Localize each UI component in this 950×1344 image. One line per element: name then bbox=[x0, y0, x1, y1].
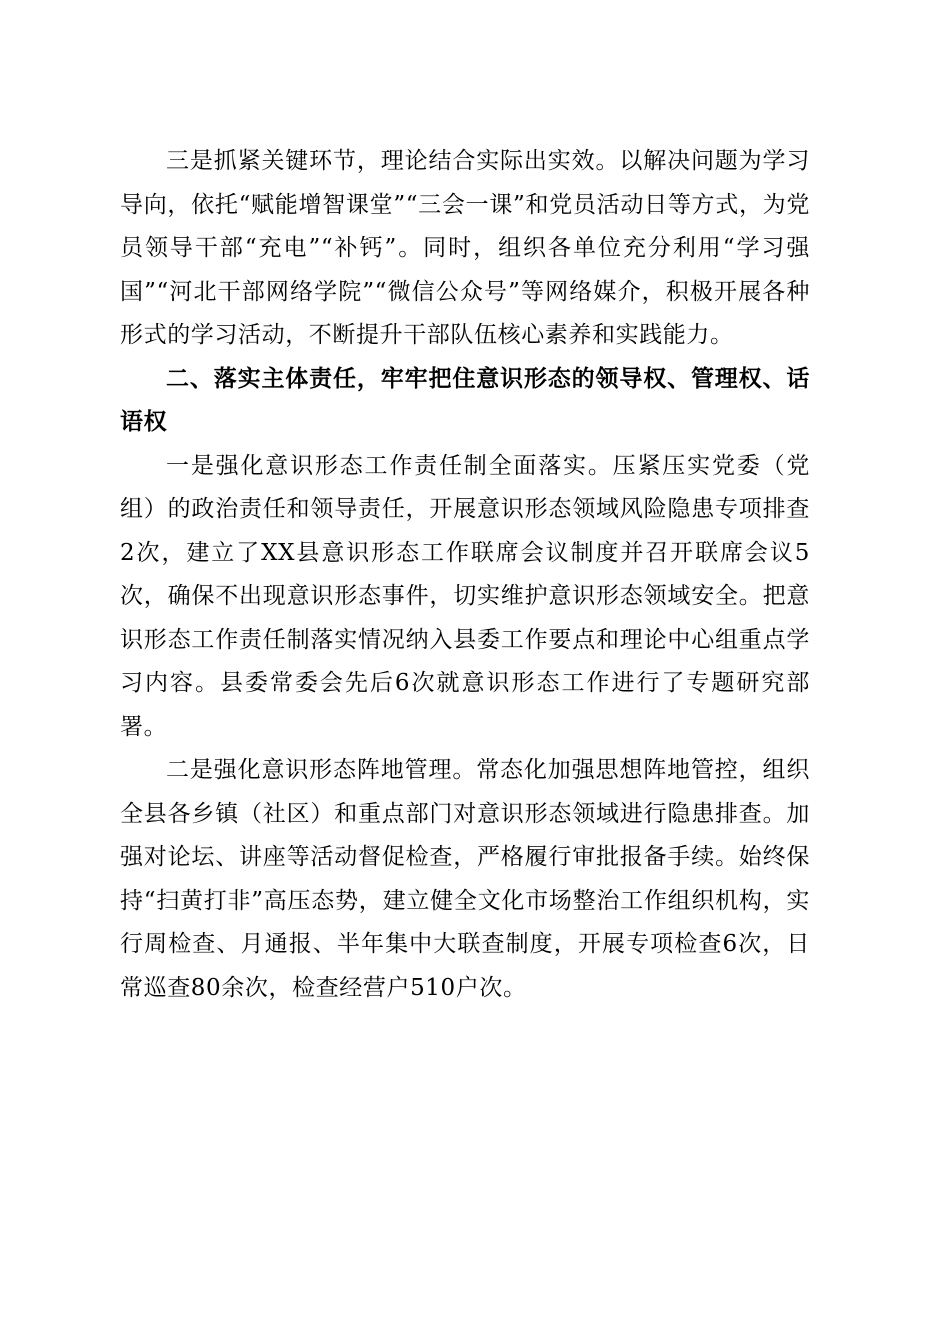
section-heading: 二、落实主体责任，牢牢把住意识形态的领导权、管理权、话语权 bbox=[120, 365, 810, 435]
paragraph-key-links: 三是抓紧关键环节，理论结合实际出实效。以解决问题为学习导向，依托“赋能增智课堂”“三会一课”和党员活动日等方式，为党员领导干部“充电”“补钙”。同时，组织各单位充分利用“学习强国”“河北干部网络学院”“微信公众号”等网络媒介，积极开展各种形式的学习活动，不断提升干部队伍核心素养和实践能力。 bbox=[120, 148, 810, 348]
paragraph-responsibility: 一是强化意识形态工作责任制全面落实。压紧压实党委（党组）的政治责任和领导责任，开展意识形态领域风险隐患专项排查2次，建立了XX县意识形态工作联席会议制度并召开联席会议5次，确保不出现意识形态事件，切实维护意识形态领域安全。把意识形态工作责任制落实情况纳入县委工作要点和理论中心组重点学习内容。县委常委会先后6次就意识形态工作进行了专题研究部署。 bbox=[120, 452, 810, 740]
paragraph-position-management: 二是强化意识形态阵地管理。常态化加强思想阵地管控，组织全县各乡镇（社区）和重点部门对意识形态领域进行隐患排查。加强对论坛、讲座等活动督促检查，严格履行审批报备手续。始终保持“扫黄打非”高压态势，建立健全文化市场整治工作组织机构，实行周检查、月通报、半年集中大联查制度，开展专项检查6次，日常巡查80余次，检查经营户510户次。 bbox=[120, 757, 810, 1001]
document-body bbox=[120, 140, 810, 1010]
